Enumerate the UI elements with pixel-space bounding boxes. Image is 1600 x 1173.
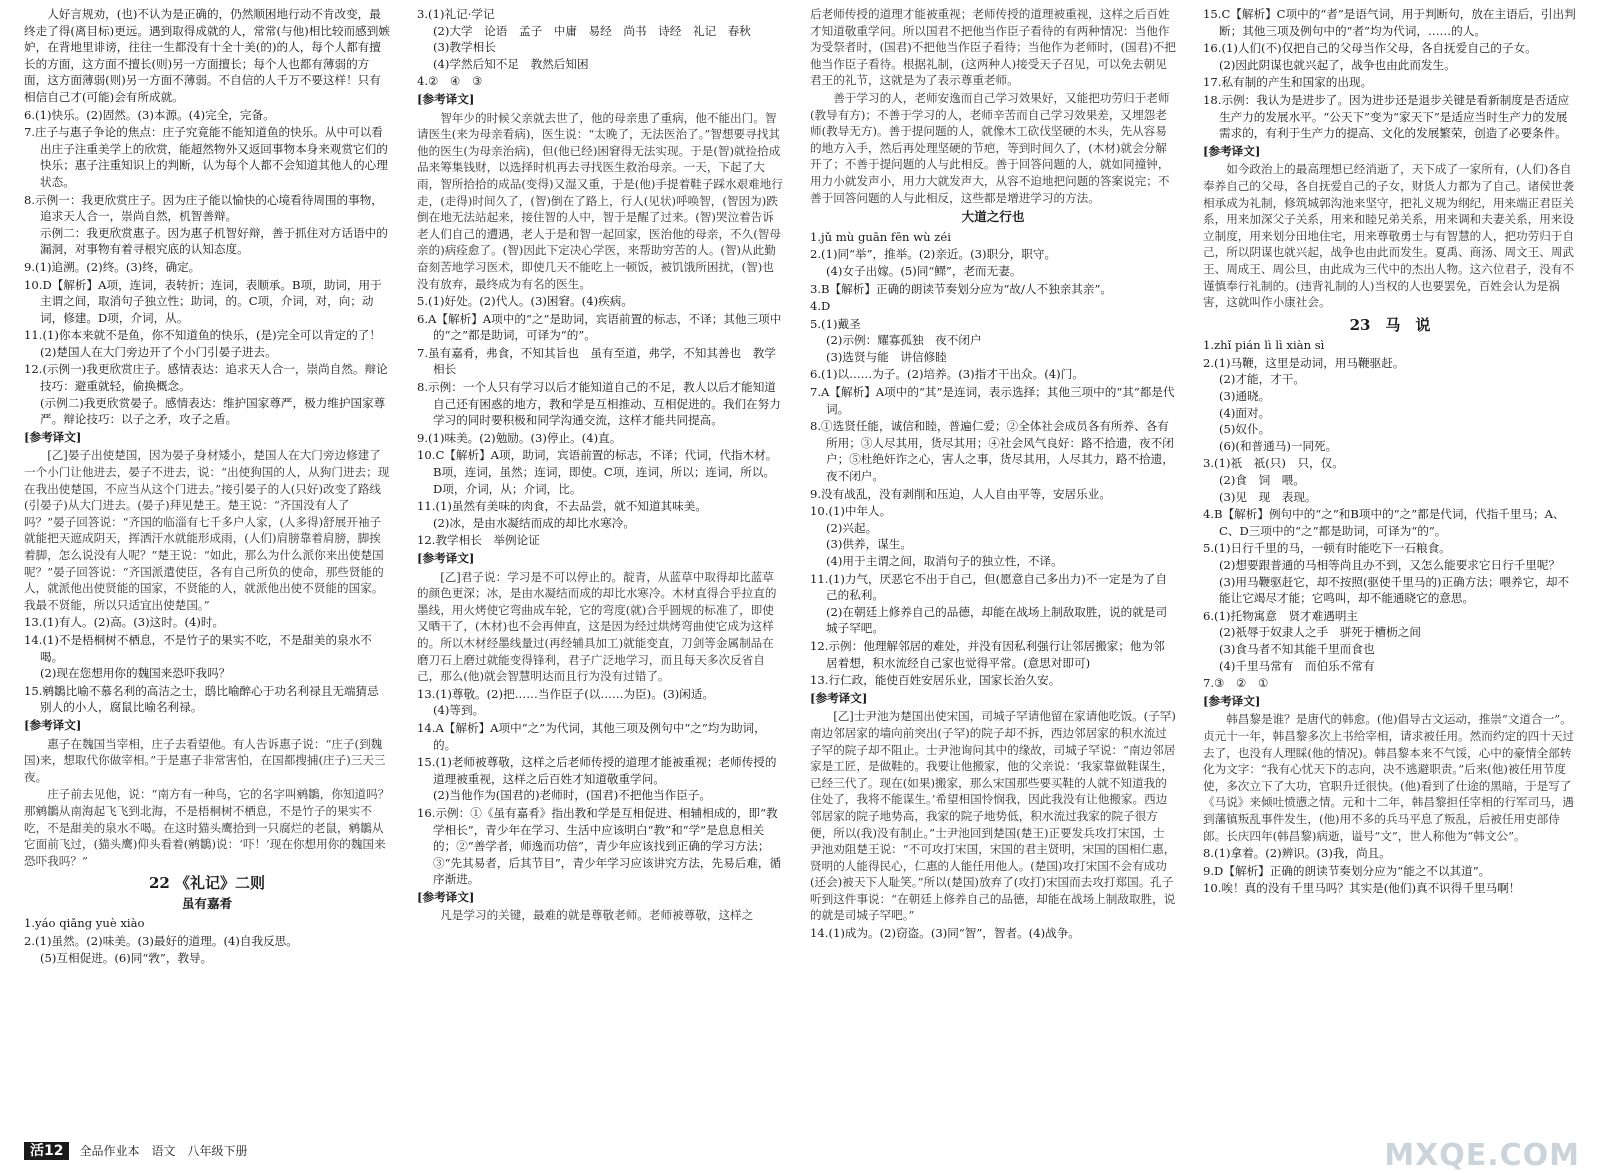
answer-item: 16.示例：①《虽有嘉肴》指出教和学是互相促进、相辅相成的，即“教学相长”，青少年在学习、生活中应该明白“教”和“学”是息息相关的；②“善学者，师逸而功倍”，青少年应该找到正确的学习方法；③“先其易者，后其节目”，青少年学习应该讲究方法，先易后难，循序渐进。 [417,805,782,887]
answer-item: 11.(1)你本来就不是鱼，你不知道鱼的快乐，(是)完全可以肯定的了！ (2)楚国人在大门旁边开了个小门引晏子进去。 [24,328,381,359]
answer-item: 12.(示例一)我更欣赏庄子。感情表达：追求天人合一，崇尚自然。辩论技巧：避重就轻，偷换概念。 (示例二)我更欣赏晏子。感情表达：维护国家尊严，极力维护国家尊严。辩论技巧：以子之矛，攻子之盾。 [24,362,388,427]
translation-paragraph: 凡是学习的关键，最难的就是尊敬老师。老师被尊敬，这样之 [440,908,754,923]
column-3 [810,6,1176,1126]
page-footer [24,1140,248,1162]
answer-item: 8.示例：一个人只有学习以后才能知道自己的不足，教人以后才能知道自己还有困惑的地方，教和学是互相推动、互相促进的。我们在努力学习的同时要积极和同学沟通交流，这样才能共同提高。 [417,380,781,428]
reference-translation-label: [参考译文] [1203,693,1261,708]
translation-paragraph: [乙]士尹池为楚国出使宋国，司城子罕请他留在家请他吃饭。(子罕)南边邻居家的墙向前突出(子罕)的院子却不拆，西边邻居家的积水流过子罕的院子却不阻止。士尹池询问其中的缘故，司城子罕说：“南边邻居家是工匠，是做鞋的。我要让他搬家，他的父亲说：‘我家靠做鞋谋生，已经三代了。现在(如果)搬家，那么宋国那些要买鞋的人就不知道我的住处了，我将不能谋生。’希望相国怜悯我，因此我没有让他搬家。西边邻居家的院子地势高，我家的院子地势低，积水流过我家的院子很方便，所以(我)没有制止。”士尹池回到楚国(楚王)正要发兵攻打宋国，士尹池劝阻楚王说：“不可攻打宋国，宋国的君主贤明，宋国的国相仁惠，贤明的人能得民心，仁惠的人能任用他人。(楚国)攻打宋国不会有成功(还会)被天下人耻笑。”所以(楚国)放弃了(攻打)宋国而去攻打郑国。孔子听到这件事说：“在朝廷上修养自己的品德，却能在战场上制敌取胜，说的就是司城子罕吧。” [810,709,1176,923]
text-paragraph: 人好言规劝，(也)不认为是正确的，仍然顺困地行动不肯改变，最终走了得(离目标)更远。遇到取得成就的人，常常(与他)相比较而感到嫉妒，在背地里诽谤，往往一生都没有十全十美(的)的人，每个人都有擅长的方面，这方面不擅长(则)另一方面擅长；每个人也都有薄弱的方面，这方面薄弱(则)另一方面不薄弱。不自信的人千万不要这样！只有相信自己才(可能)会有所成就。 [24,7,390,104]
answer-item: 9.(1)味美。(2)勉励。(3)停止。(4)直。 [417,430,622,445]
answer-item: 1.yáo qiǎng yuè xiào [24,916,145,931]
translation-paragraph: 如今政治上的最高理想已经消逝了，天下成了一家所有，(人们)各自奉养自己的父母，各自抚爱自己的子女，财货人力都为了自己。诸侯世袭相承成为礼制，修筑城郭沟池来坚守，把礼义规为纲纪，用来端正君臣关系，用来加深父子关系，用来和睦兄弟关系，用来调和夫妻关系，用来设立制度，用来划分田地住宅，用来尊敬勇士与有智慧的人，把功劳归于自己，所以阴谋也就兴起，战争也由此而发生。夏禹、商汤、周文王、周武王、周成王、周公旦，由此成为三代中的杰出人物。这六位君子，没有不谨慎奉行礼制的。(违背礼制的人)当权的人也要罢免，百姓会认为是祸害，这就叫作小康社会。 [1203,162,1575,310]
reference-translation-label: [参考译文] [1203,143,1261,158]
answer-item: 1.zhǐ pián lì lì xiàn sì [1203,338,1325,353]
answer-item: 8.①选贤任能，诚信和睦，普遍仁爱；②全体社会成员各有所养、各有所用；③人尽其用，货尽其用；④社会风气良好：路不拾遗，夜不闭户；⑤杜绝奸诈之心，害人之事，货尽其用，人尽其力，路不拾遗，夜不闭户。 [810,419,1174,484]
answer-item: 11.(1)力气，厌恶它不出于自己，但(愿意自己多出力)不一定是为了自己的私利。 (2)在朝廷上修养自己的品德，却能在战场上制敌取胜，说的就是司城子罕吧。 [810,571,1168,636]
answer-item: 2.(1)虽然。(2)味美。(3)最好的道理。(4)自我反思。 (5)互相促进。(6)同“敩”，教导。 [24,934,298,965]
page-number: 活12 [24,1142,69,1161]
translation-paragraph: [乙]晏子出使楚国，因为晏子身材矮小，楚国人在大门旁边修建了一个小门让他进去，晏子不进去，说：“出使狗国的人，从狗门进去；现在我出使楚国，不应当从这个门进去。”接引晏子的人(只好)改变了路线(引晏子)从大门进去。(晏子)拜见楚王。楚王说：“齐国没有人了吗？”晏子回答说：“齐国的临淄有七千多户人家，(人多得)舒展开袖子就能把天遮成阴天，挥洒汗水就能形成雨，(人们)肩膀靠着肩膀，脚挨着脚，怎么说没有人呢？”楚王说：“如此，那么为什么派你来出使楚国呢？”晏子回答说：“齐国派遣使臣，各有自己所负的使命，那些贤能的人，就派他出使贤能的国家，不贤能的人，就派他出使不贤能的国家。我最不贤能，所以只适宜出使楚国。” [24,448,390,612]
column-4 [1203,6,1577,1126]
column-1 [24,6,390,1126]
answer-item: 13.行仁政，能使百姓安居乐业，国家长治久安。 [810,673,1061,688]
reference-translation-label: [参考译文] [24,429,82,444]
answer-item: 7.A【解析】A项中的“其”是连词，表示选择；其他三项中的“其”都是代词。 [810,385,1175,416]
answer-item: 12.示例：他理解邻居的难处，并没有因私利强行让邻居搬家；他为邻居着想，积水流经自己家也觉得平常。(意思对即可) [810,638,1165,670]
section-title: 22 《礼记》二则 [148,874,266,893]
answer-item: 4.D [810,299,831,314]
answer-item: 3.(1)祇 祇(只) 只，仅。 (2)食 饲 喂。 (3)见 现 表现。 [1203,456,1344,504]
answer-item: 6.A【解析】A项中的“之”是助词，宾语前置的标志，不译；其他三项中的“之”都是助词，可译为“的”。 [417,311,782,343]
answer-item: 2.(1)同“举”，推举。(2)亲近。(3)职分，职守。 (4)女子出嫁。(5)同“鳏”，老而无妻。 [810,247,1057,278]
text-paragraph: 大道之行也 [961,209,1025,225]
answer-item: 7.虽有嘉肴，弗食，不知其旨也 虽有至道，弗学，不知其善也 教学相长 [417,345,776,377]
reference-translation-label: [参考译文] [24,717,82,732]
answer-item: 14.A【解析】A项中“之”为代词，其他三项及例句中“之”均为助词，的。 [417,720,766,752]
answer-item: 5.(1)戴圣 (2)示例：耀寡孤独 夜不闭户 (3)选贤与能 讲信修睦 [810,316,982,364]
answer-item: 12.教学相长 举例论证 [417,533,540,548]
answer-item: 6.(1)快乐。(2)固然。(3)本源。(4)完全，完备。 [24,107,275,122]
answer-item: 3.(1)礼记·学记 (2)大学 论语 孟子 中庸 易经 尚书 诗经 礼记 春秋 (3)教学相长 (4)学然后知不足 教然后知困 [417,7,751,71]
answer-item: 10.唉！真的没有千里马吗？其实是(他们)真不识得千里马啊！ [1203,881,1521,896]
watermark: MXQE.COM [1384,1138,1580,1173]
answer-item: 8.(1)拿着。(2)辨识。(3)我，尚且。 [1203,846,1391,861]
answer-item: 7.庄子与惠子争论的焦点：庄子究竟能不能知道鱼的快乐。从中可以看出庄子注重美学上的欣赏，能超然物外又返回事物本身来观赏它们的快乐；惠子注重知识上的判断，认为每个人都不会知道其他人的心理状态。 [24,125,388,189]
book-title: 全品作业本 语文 八年级下册 [79,1143,248,1158]
translation-paragraph: 韩昌黎是谁？是唐代的韩愈。(他)倡导古文运动，推崇“文道合一”。贞元十一年，韩昌黎多次上书给宰相，请求被任用。然而约定的四十天过去了，也没有人理睬(他的情况)。韩昌黎本来不气馁，心中的豪情全部转化为文字：“我有心忧天下的志向，决不逃避职责。”后来(他)被任用节度使，多次立下了大功，官职升迁很快。(他)看到了仕途的黑暗，于是写了《马说》来倾吐愤懑之情。元和十二年，韩昌黎担任宰相的行军司马，遇到藩镇叛乱事件发生，(他)用不多的兵马平息了叛乱，后被任用吏部侍郎。长庆四年(韩昌黎)病逝，谥号“文”，世人称他为“韩文公”。 [1203,712,1575,843]
answer-item: 3.B【解析】正确的朗读节奏划分应为“故/人不独亲其亲”。 [810,281,1112,296]
answer-item: 11.(1)虽然有美味的肉食，不去品尝，就不知道其味美。 (2)冰，是由水凝结而成的却比水寒冷。 [417,499,707,530]
translation-paragraph: 善于学习的人，老师安逸而自己学习效果好，又能把功劳归于老师(教导有方)；不善于学习的人，老师辛苦而自己学习效果差，又埋怨老师(教导无方)。善于提问题的人，就像木工砍伐坚硬的木头，先从容易的地方入手，然后再处理坚硬的节疤，等到时间久了，(木材)就会分解开了；不善于提问题的人与此相反。善于回答问题的人，就如同撞钟，用力小就发声小，用力大就发声大，从容不迫地把问题的答案说完；不善于回答问题的人与此相反，这些都是增进学习的方法。 [810,90,1170,205]
answer-item: 16.(1)人们(不)仅把自己的父母当作父母，各自抚爱自己的子女。 (2)因此阴谋也就兴起了，战争也由此而发生。 [1203,41,1537,72]
translation-paragraph: 后老师传授的道理才能被重视；老师传授的道理被重视，这样之后百姓才知道敬重学问。所以国君不把他当作臣子看待的有两种情况：当他作为受祭者时，(国君)不把他当作臣子看待；当他作为老师时，(国君)不把他当作臣子看待。根据礼制，(这两种人)接受天子召见，可以免去朝见君王的礼节，这就是为了表示尊重老师。 [810,7,1176,88]
translation-paragraph: [乙]君子说：学习是不可以停止的。靛青，从蓝草中取得却比蓝草的颜色更深；冰，是由水凝结而成的却比水寒冷。木材直得合乎拉直的墨线，用火烤使它弯曲成车轮，它的弯度(就)合乎圆规的标准了，即使又晒干了，(木材)也不会再伸直，这是因为经过烘烤弯曲使它成为这样的。所以木材经墨线量过(再经辅具加工)就能变直，刀剑等金属制品在磨刀石上磨过就能变得锋利，君子广泛地学习，而且每天多次反省自己，那么(他)就会智慧明达而且行为没有过错了。 [417,569,777,684]
reference-translation-label: [参考译文] [417,551,475,565]
translation-paragraph: 智年少的时候父亲就去世了，他的母亲患了重病，他不能出门。智请医生(来为母亲看病)，医生说：“太晚了，无法医治了。”智想要寻找其他的医生(为母亲治病)，但(他已经)困窘得无法实现。于是(智)就捡拾成品来筹集钱财，以选择时机再去寻找医生救治母亲。一天，下起了大雨，智所拾拾的成品(变得)又湿又重，于是(他)手提着鞋子踩水艰难地行走，(走得)时间久了，(智)倒在了路上，行人(见状)呼唤智，(智因为)跌倒在地无法站起来，接住智的人中，智于是醒了过来。(智)哭泣着告诉老人们自己的遭遇，老人于是和智一起回家，医治他的母亲，不久(智母亲的)病痊愈了。(智)因此下定决心学医，来帮助穷苦的人。(智)从此勤奋刻苦地学习医术，即使几天不能吃上一顿饭，被饥饿所困扰，(智)也没有放弃，最终成为有名的医生。 [417,110,783,291]
answer-item: 7.③ ② ① [1203,676,1269,691]
answer-item: 9.没有战乱，没有剥削和压迫，人人自由平等，安居乐业。 [810,486,1111,501]
answer-item: 8.示例一：我更欣赏庄子。因为庄子能以愉快的心境看待周围的事物，追求天人合一，崇尚自然，机智善辩。 示例二：我更欣赏惠子。因为惠子机智好辩，善于抓住对方话语中的漏洞，对事物有着寻根究底的认知态度。 [24,192,388,257]
answer-item: 2.(1)马鞭，这里是动词，用马鞭驱赶。 (2)才能，才干。 (3)通晓。 (4)面对。 (5)奴仆。 (6)(和普通马)一同死。 [1203,355,1405,453]
translation-paragraph: 惠子在魏国当宰相，庄子去看望他。有人告诉惠子说：“庄子(到魏国)来，想取代你做宰相。”于是惠子非常害怕，在国都搜捕(庄子)三天三夜。 [24,736,386,784]
answer-item: 5.(1)好处。(2)代人。(3)困窘。(4)疾病。 [417,294,633,309]
answer-item: 13.(1)尊敬。(2)把……当作臣子(以……为臣)。(3)闲适。 (4)等到。 [417,686,715,718]
answer-item: 4.B【解析】例句中的“之”和B项中的“之”都是代词，代指千里马；A、C、D三项中的“之”都是助词，可译为“的”。 [1203,507,1565,538]
answer-item: 10.D【解析】A项，连词，表转折；连词，表顺承。B项，助词，用于主谓之间，取消句子独立性；助词，的。C项，介词，对，向；动词，修建。D项，介词，从。 [24,277,382,325]
reference-translation-label: [参考译文] [810,690,868,705]
answer-item: 17.私有制的产生和国家的出现。 [1203,75,1373,90]
translation-paragraph: 庄子前去见他，说：“南方有一种鸟，它的名字叫鹓鶵，你知道吗？那鹓鶵从南海起飞飞到北海，不是梧桐树不栖息，不是竹子的果实不吃，不是甜美的泉水不喝。在这时猫头鹰拾到一只腐烂的老鼠，鹓鶵从它面前飞过，(猫头鹰)仰头看着(鹓鶵)说：‘吓！’现在你想用你的魏国来恐吓我吗？” [24,787,390,868]
answer-item: 9.D【解析】正确的朗读节奏划分应为“能之不以其道”。 [1203,863,1491,878]
answer-item: 15.C【解析】C项中的“者”是语气词，用于判断句，放在主语后，引出判断；其他三项及例句中的“者”均为代词，……的人。 [1203,7,1576,38]
column-2 [417,6,783,1126]
answer-item: 4.② ④ ③ [417,74,483,89]
answer-item: 15.鹓鶵比喻不慕名利的高洁之士，鸱比喻醉心于功名利禄且无端猜忌别人的小人，腐鼠比喻名利禄。 [24,683,379,715]
answer-item: 5.(1)日行千里的马，一顿有时能吃下一石粮食。 (2)想要跟普通的马相等尚且办不到，又怎么能要求它日行千里呢？ (3)用马鞭驱赶它，却不按照(驱使千里马的)正确方法；喂养它，却不能让它竭尽才能；它鸣叫，却不能通晓它的意思。 [1203,541,1570,606]
answer-item: 9.(1)追溯。(2)终。(3)终，确定。 [24,259,201,274]
text-paragraph: 23 马 说 [1349,315,1431,334]
section-subtitle: 虽有嘉肴 [181,895,233,911]
answer-item: 18.示例：我认为是进步了。因为进步还是退步关键是看新制度是否适应生产力的发展水平。“公天下”变为“家天下”是适应当时生产力的发展需求的，有利于生产力的提高、文化的发展繁荣，创造了必要条件。 [1203,92,1570,141]
answer-item: 15.(1)老师被尊敬，这样之后老师传授的道理才能被重视；老师传授的道理被重视，这样之后百姓才知道敬重学问。 (2)当他作为(国君的)老师时，(国君)不把他当作臣子。 [417,755,777,803]
reference-translation-label: [参考译文] [417,889,475,904]
reference-translation-label: [参考译文] [417,91,475,106]
answer-item: 10.C【解析】A项，助词，宾语前置的标志，不译；代词，代指木材。B项，连词，虽然；连词，即使。C项，连词，所以；连词，所以。D项，介词，从；介词，比。 [417,448,778,496]
answer-item: 10.(1)中年人。 (2)兴起。 (3)供养，谋生。 (4)用于主谓之间，取消句子的独立性，不译。 [810,504,1063,568]
answer-item: 14.(1)成为。(2)窃盗。(3)同“智”，智者。(4)战争。 [810,926,1080,941]
answer-item: 13.(1)有人。(2)高。(3)这时。(4)时。 [24,615,225,630]
answer-item: 14.(1)不是梧桐树不栖息，不是竹子的果实不吃，不是甜美的泉水不喝。 (2)现在您想用你的魏国来恐吓我吗？ [24,632,372,681]
answer-item: 6.(1)托物寓意 贤才难遇明主 (2)祇辱于奴隶人之手 骈死于槽枥之间 (3)食马者不知其能千里而食也 (4)千里马常有 而伯乐不常有 [1203,608,1421,673]
answer-item: 6.(1)以……为子。(2)培养。(3)指才干出众。(4)门。 [810,367,1084,382]
answer-item: 1.jǔ mù guān fēn wù zéi [810,229,951,244]
